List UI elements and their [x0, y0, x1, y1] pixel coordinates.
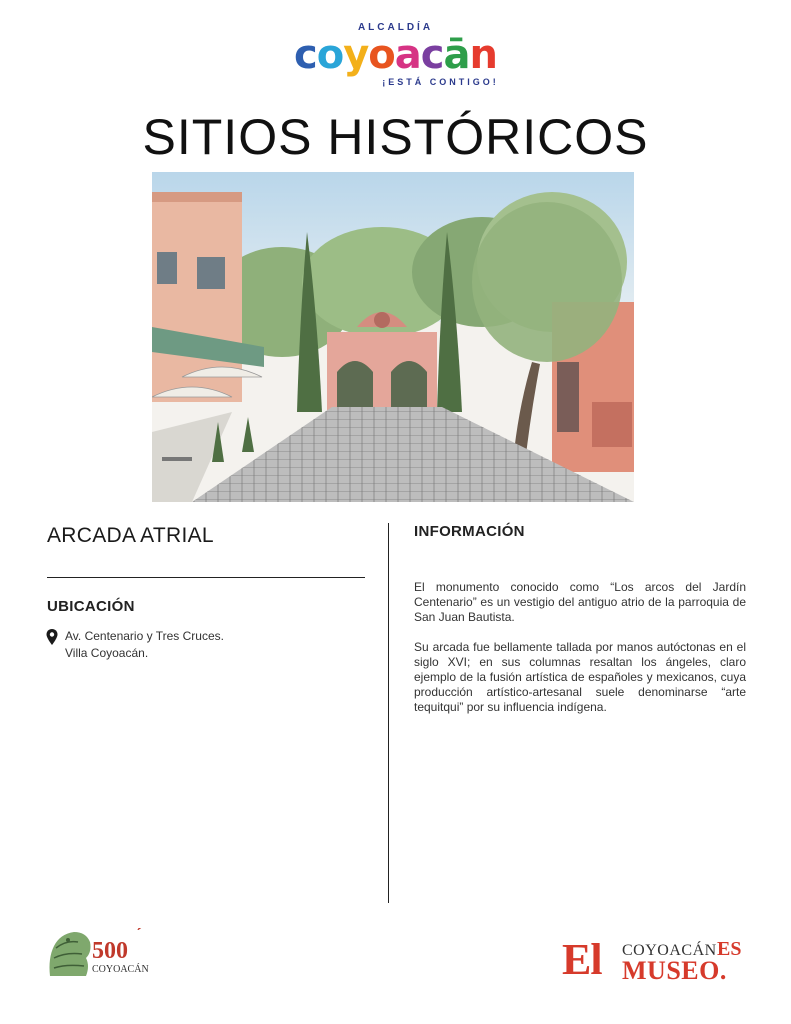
- logo-tagline: ¡ESTÁ CONTIGO!: [382, 77, 499, 87]
- site-name: ARCADA ATRIAL: [47, 524, 214, 547]
- logo-el: El: [562, 935, 602, 984]
- location-heading: UBICACIÓN: [47, 598, 135, 615]
- alcaldia-logo: [0, 22, 791, 87]
- address-line: Villa Coyoacán.: [65, 646, 149, 660]
- logo-letter: c: [294, 32, 317, 78]
- footer-500-accent: ´: [136, 928, 144, 947]
- logo-letter: ā: [443, 32, 470, 78]
- logo-letter: a: [394, 32, 421, 78]
- info-heading: INFORMACIÓN: [414, 523, 525, 540]
- page-title: SITIOS HISTÓRICOS: [142, 109, 649, 165]
- logo-es: ES: [717, 938, 742, 960]
- logo-coyoacan: COYOACÁN: [622, 942, 717, 959]
- logo-letter: o: [368, 32, 395, 78]
- logo-museo: MUSEO.: [622, 956, 727, 985]
- arcade-illustration: [152, 172, 634, 502]
- address: [65, 628, 224, 662]
- logo-letter: n: [469, 32, 497, 78]
- address-line: Av. Centenario y Tres Cruces.: [65, 629, 224, 643]
- footer-500-number: 500: [92, 938, 128, 964]
- coyoacan-es-museo-logo: [562, 935, 752, 985]
- logo-letter: c: [420, 32, 444, 78]
- column-divider: [388, 523, 389, 903]
- logo-letter: o: [316, 32, 344, 78]
- footer-500-label: COYOACÁN: [92, 964, 149, 975]
- info-text: [414, 580, 746, 730]
- location-pin-icon: [45, 628, 59, 646]
- info-paragraph: El monumento conocido como “Los arcos del Jardín Centenario” es un vestigio del antiguo atrio de la parroquia de San Juan Bautista.: [414, 580, 746, 624]
- logo-wordmark: [0, 32, 791, 78]
- logo-top-text: ALCALDÍA: [357, 22, 434, 33]
- coyoacan-500-logo: [46, 928, 156, 980]
- section-rule: [47, 577, 365, 578]
- logo-letter: y: [343, 32, 369, 78]
- info-paragraph: Su arcada fue bellamente tallada por manos autóctonas en el siglo XVI; en sus columnas resaltan los ángeles, claro ejemplo de la fusión artística de españoles y mexicanos, cuya producción artístico-artesanal suele denominarse “arte tequitqui” por su influencia indígena.: [414, 640, 746, 714]
